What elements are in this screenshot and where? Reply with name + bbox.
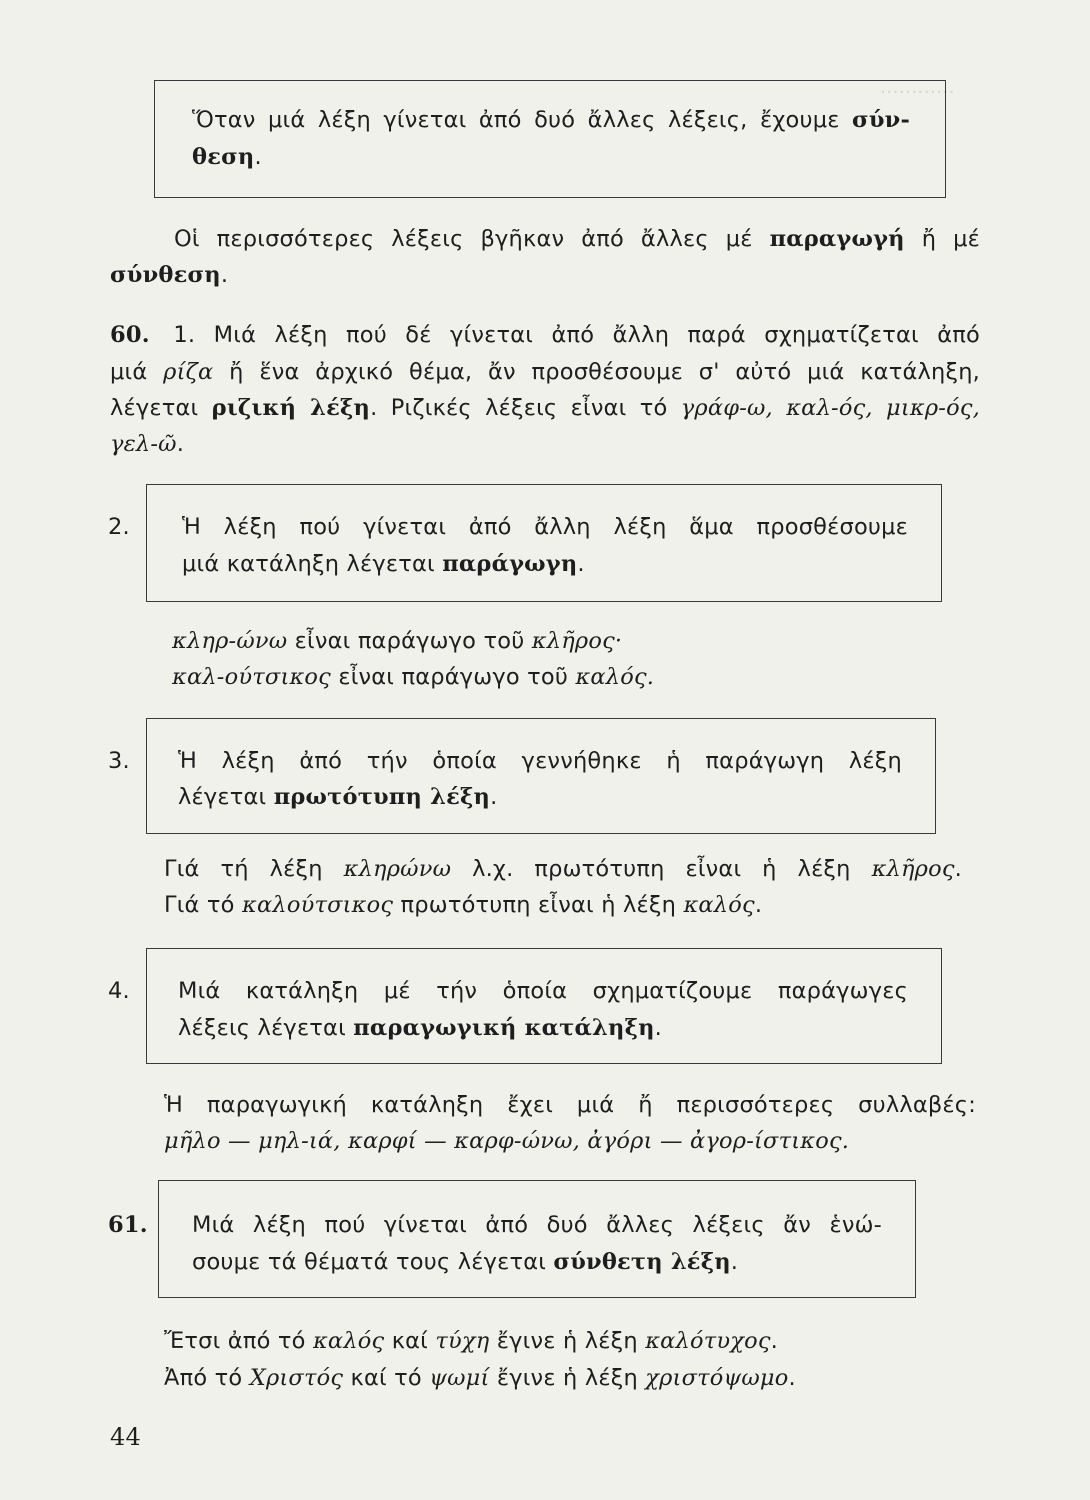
section-60-text3a: λέγεται [110, 395, 199, 421]
example-word-kalotychos: καλότυχος [645, 1328, 771, 1354]
example-word-klirono-2: κληρώνω [343, 856, 452, 882]
period: . [577, 551, 585, 577]
primary-example-text1b: λ.χ. πρωτότυπη εἶναι ἡ λέξη [472, 856, 851, 882]
derivation-box-term: παράγωγη [442, 551, 578, 577]
primary-example-text2b: πρωτότυπη εἶναι ἡ λέξη [400, 892, 677, 918]
primary-example-text2a: Γιά τό [164, 892, 235, 918]
example-word-klirono: κληρ-ώνω [172, 628, 288, 654]
primary-definition-line1 [178, 744, 902, 778]
primary-word-term: πρωτότυπη λέξη [273, 784, 491, 810]
example-word-tychi: τύχη [435, 1328, 490, 1354]
suffix-example-line2 [164, 1124, 849, 1158]
period: . [754, 892, 763, 918]
example-word-psomi: ψωμί [429, 1365, 490, 1391]
item-2-number: 2. [108, 514, 130, 540]
compound-example-2 [164, 1361, 796, 1395]
suffix-example-text: Ἡ παραγωγική κατάληξη ἔχει μιά ἤ περισσότερες συλλαβές: [164, 1092, 976, 1118]
origin-paragraph-line1 [174, 222, 980, 256]
compound-word-term: σύνθετη λέξη [553, 1249, 731, 1275]
period: . [770, 1328, 779, 1354]
example-text-1: εἶναι παράγωγο τοῦ [294, 628, 525, 654]
derivation-example-2 [172, 660, 654, 694]
derivation-definition-text1: Ἡ λέξη πού γίνεται ἀπό ἄλλη λέξη ἅμα προσθέσουμε [182, 514, 908, 540]
compound-word-definition-line2 [192, 1245, 738, 1279]
period: . [654, 1015, 663, 1041]
compound-word-definition-line1 [192, 1208, 882, 1242]
suffix-example-words: μῆλο — μηλ-ιά, καρφί — καρφ-ώνω, ἀγόρι — ἀγορ-ίστικος. [164, 1128, 850, 1154]
primary-definition-line2 [178, 780, 497, 814]
section-60-line1 [110, 318, 980, 352]
example-source-kalos: καλός. [575, 664, 655, 690]
section-60-line4 [110, 427, 184, 461]
compound-example-text1a: Ἔτσι ἀπό τό [164, 1328, 306, 1354]
suffix-definition-line2 [178, 1011, 662, 1045]
period: . [220, 262, 229, 288]
period: . [254, 144, 262, 170]
period: . [730, 1249, 739, 1275]
compound-word-definition-text1: Μιά λέξη πού γίνεται ἀπό δυό ἄλλες λέξεις ἄν ἑνώ- [192, 1212, 882, 1238]
root-term: ρίζα [163, 359, 214, 385]
root-word-examples: γράφ-ω, καλ-ός, μικρ-ός, [680, 395, 980, 421]
section-number-61: 61. [108, 1212, 148, 1238]
example-word-kaloutsikos-2: καλούτσικος [242, 892, 394, 918]
composition-term: σύνθεση [110, 262, 221, 288]
suffix-definition-line1 [178, 974, 908, 1008]
suffix-example-line1 [164, 1088, 976, 1122]
compound-word-definition-text2: σουμε τά θέματά τους λέγεται [192, 1249, 547, 1275]
derivation-definition-line1 [182, 510, 908, 544]
compound-definition-text1: Ὅταν μιά λέξη γίνεται ἀπό δυό ἄλλες λέξεις, ἔχουμε [192, 107, 840, 133]
derivation-definition-line2 [182, 547, 585, 581]
section-60-text2b: ἤ ἕνα ἀρχικό θέμα, ἄν προσθέσουμε σ' αὐτό μιά κατάληξη, [229, 359, 981, 385]
section-60-text1: 1. Μιά λέξη πού δέ γίνεται ἀπό ἄλλη παρά σχηματίζεται ἀπό [173, 322, 980, 348]
primary-definition-text1: Ἡ λέξη ἀπό τήν ὁποία γεννήθηκε ἡ παράγωγη λέξη [178, 748, 902, 774]
compound-definition-line2 [192, 140, 262, 174]
compound-term-part2: θεση [192, 144, 255, 170]
page-number: 44 [110, 1423, 141, 1451]
compound-example-text2c: ἔγινε ἡ λέξη [496, 1365, 638, 1391]
primary-definition-text2: λέγεται [178, 784, 267, 810]
section-60-line3 [110, 391, 980, 425]
suffix-definition-text2: λέξεις λέγεται [178, 1015, 346, 1041]
root-word-term: ριζική λέξη [211, 395, 371, 421]
section-60-line2 [110, 355, 980, 389]
origin-text1: Οἱ περισσότερες λέξεις βγῆκαν ἀπό ἄλλες μέ [174, 226, 753, 252]
example-word-kaloutsikos: καλ-ούτσικος [172, 664, 331, 690]
example-source-kliros: κλῆρος· [531, 628, 623, 654]
example-source-kliros-2: κλῆρος [871, 856, 955, 882]
section-60-text2a: μιά [110, 359, 148, 385]
compound-example-text2a: Ἀπό τό [164, 1365, 243, 1391]
primary-example-1 [164, 852, 962, 886]
primary-example-text1a: Γιά τή λέξη [164, 856, 323, 882]
period: . [176, 431, 185, 457]
bleed-through-1: ............ [880, 76, 955, 98]
derivation-definition-text2: μιά κατάληξη λέγεται [182, 551, 435, 577]
compound-example-text1b: καί [391, 1328, 428, 1354]
origin-text2: ἤ μέ [921, 226, 980, 252]
example-word-christos: Χριστός [249, 1365, 344, 1391]
period: . [788, 1365, 796, 1391]
item-4-number: 4. [108, 978, 130, 1004]
section-60-text3b: . Ριζικές λέξεις εἶναι τό [370, 395, 668, 421]
compound-example-1 [164, 1324, 778, 1358]
primary-example-2 [164, 888, 762, 922]
derivation-example-1 [172, 624, 622, 658]
item-3-number: 3. [108, 748, 130, 774]
derivational-suffix-term: παραγωγική κατάληξη [353, 1015, 655, 1041]
example-text-2: εἶναι παράγωγο τοῦ [338, 664, 569, 690]
section-number-60: 60. [110, 322, 150, 348]
period: . [490, 784, 498, 810]
compound-term-part1: σύν- [852, 107, 910, 133]
example-word-kalos-3: καλός [312, 1328, 385, 1354]
definition-box-compound [154, 80, 946, 198]
compound-definition-line1 [192, 103, 910, 137]
example-word-christopsomo: χριστόψωμο [645, 1365, 789, 1391]
example-source-kalos-2: καλός [683, 892, 755, 918]
section-61-number [108, 1208, 148, 1242]
suffix-definition-text1: Μιά κατάληξη μέ τήν ὁποία σχηματίζουμε παράγωγες [178, 978, 908, 1004]
compound-example-text1c: ἔγινε ἡ λέξη [496, 1328, 638, 1354]
derivation-term: παραγωγή [769, 226, 905, 252]
compound-example-text2b: καί τό [350, 1365, 422, 1391]
origin-paragraph-line2 [110, 258, 228, 292]
period: . [954, 856, 962, 882]
root-word-example-last: γελ-ῶ [110, 431, 177, 457]
